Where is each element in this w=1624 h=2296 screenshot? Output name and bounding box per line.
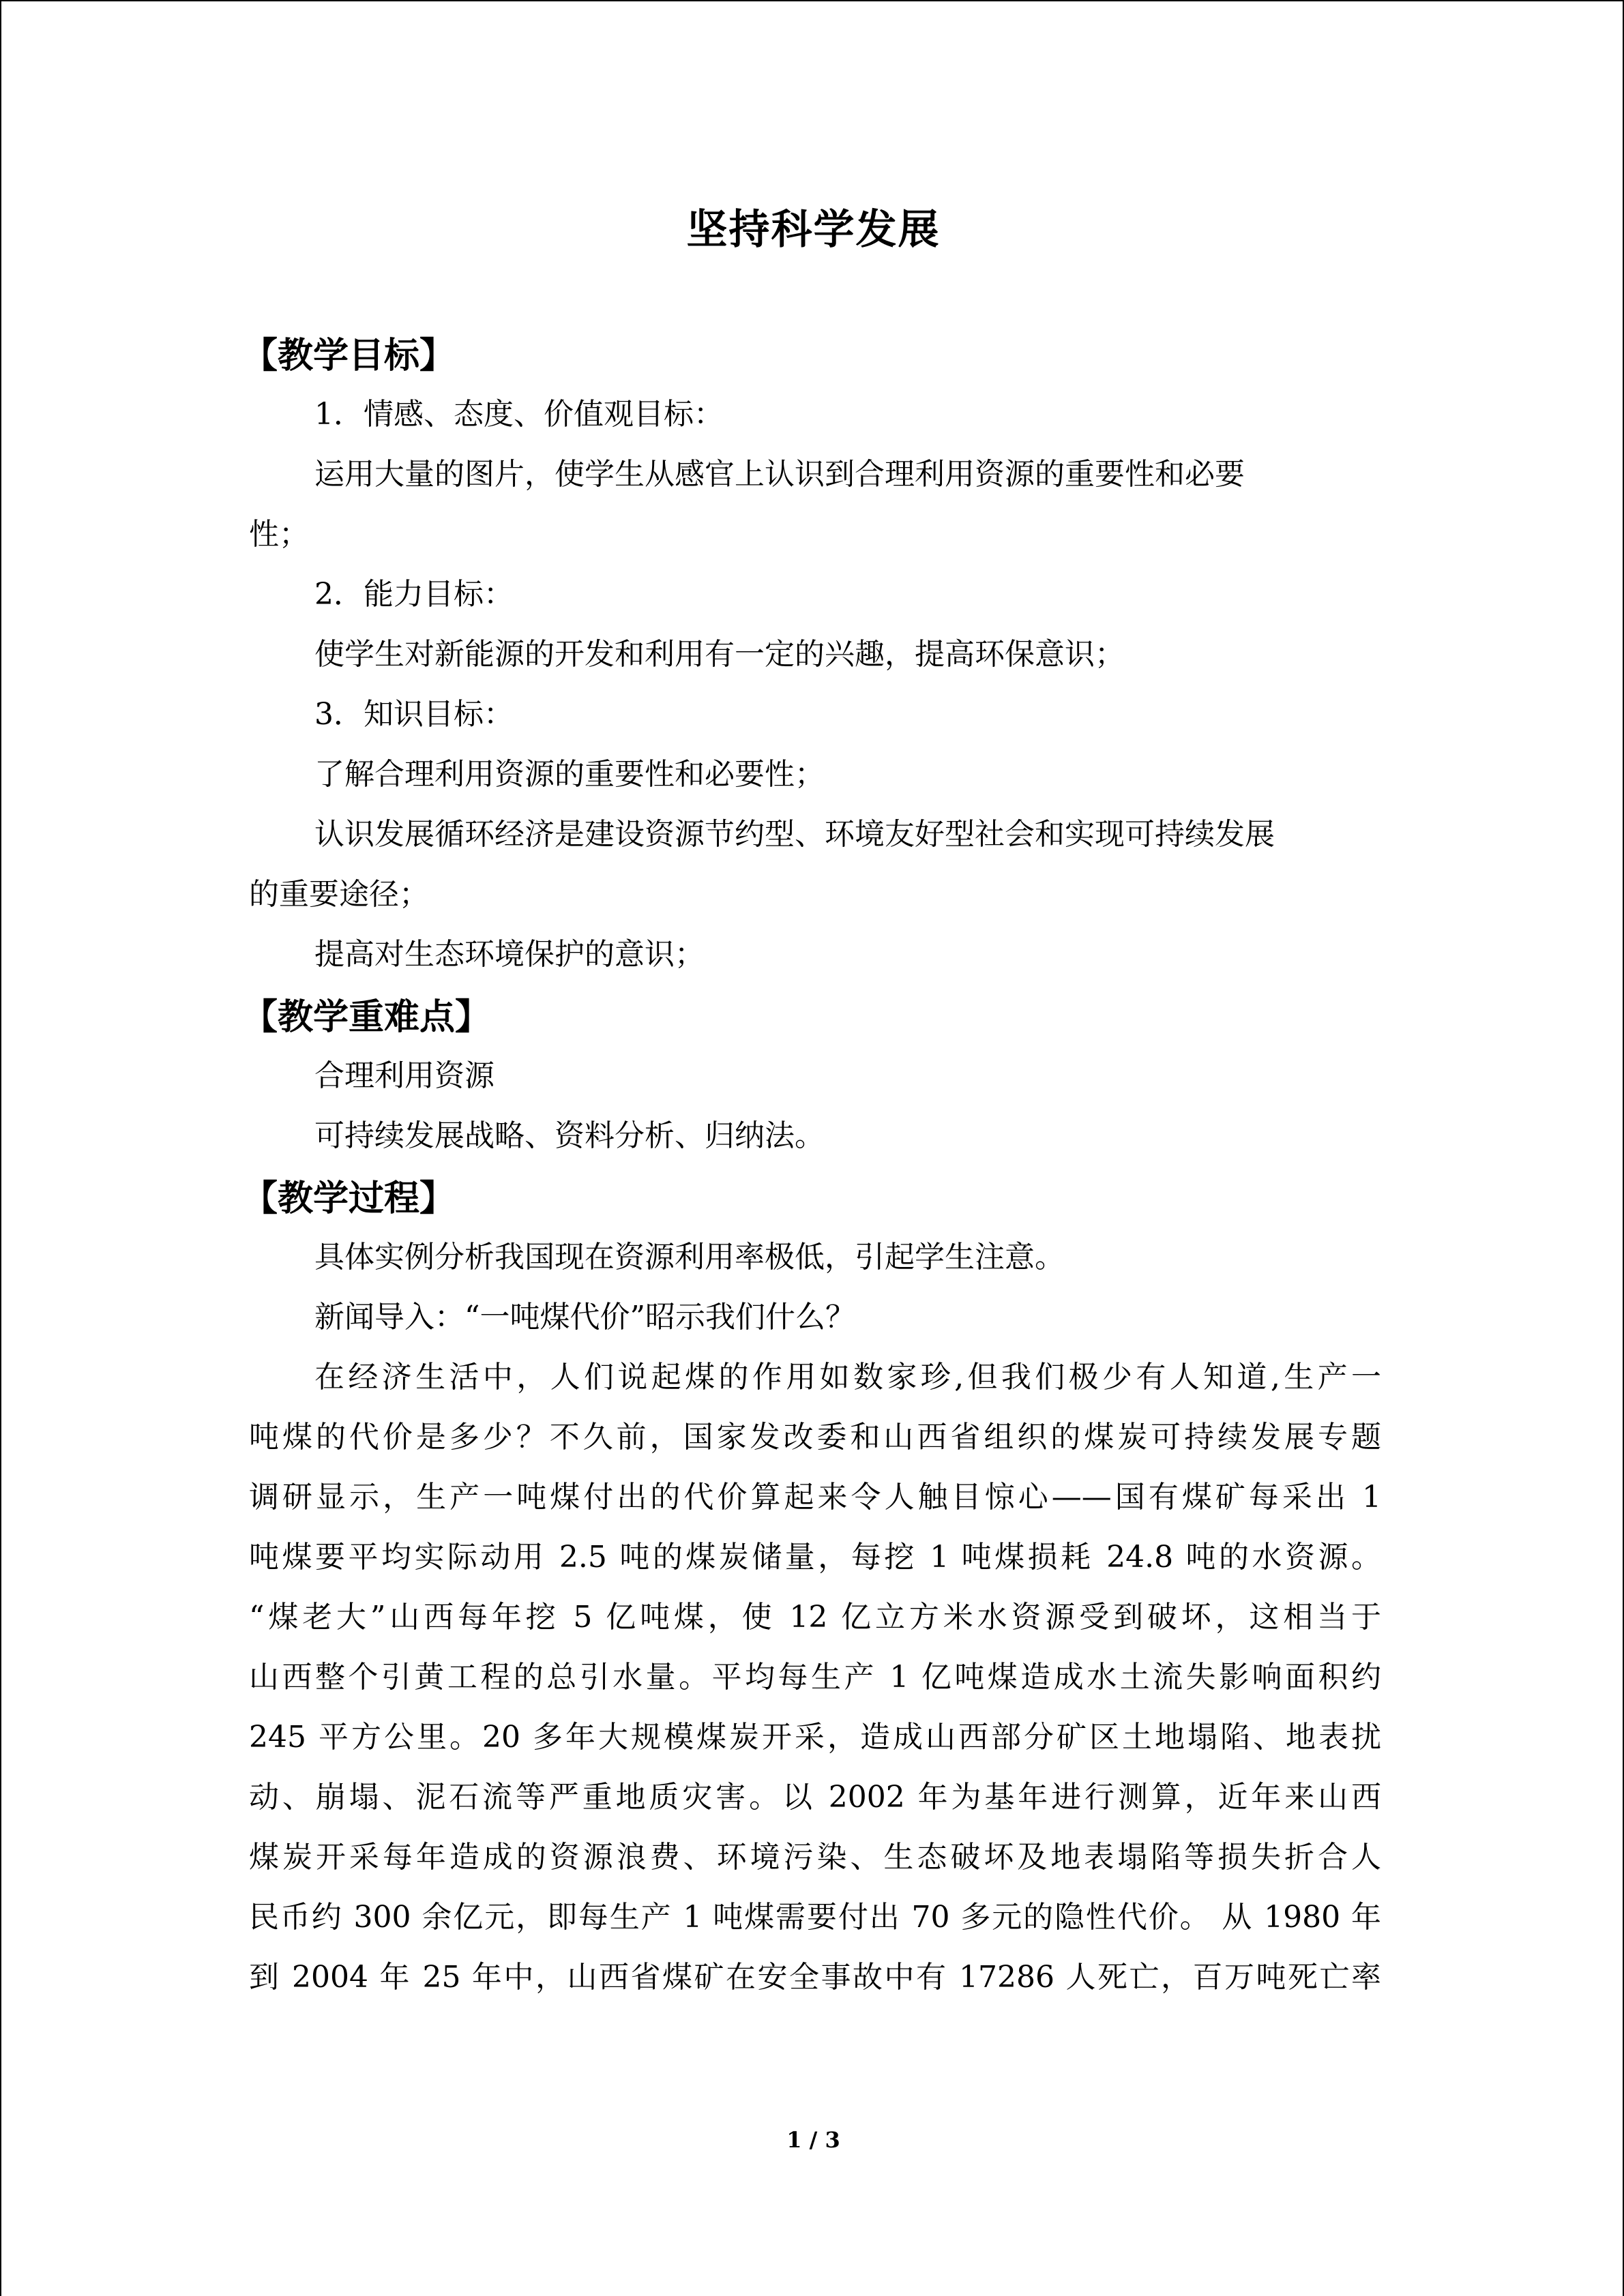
goal-item-3: 3．知识目标：	[314, 697, 514, 732]
paragraph-line: 吨煤要平均实际动用 2.5 吨的煤炭储量，每挖 1 吨煤损耗 24.8 吨的水资源。	[249, 1540, 1381, 1575]
section-heading-goals: 【教学目标】	[242, 335, 456, 376]
document-body	[242, 323, 1381, 2008]
paragraph-line: “煤老大”山西每年挖 5 亿吨煤，使 12 亿立方米水资源受到破坏，这相当于	[249, 1600, 1381, 1635]
page-title: 坚持科学发展	[686, 206, 941, 254]
paragraph-line: 动、崩塌、泥石流等严重地质灾害。以 2002 年为基年进行测算，近年来山西	[249, 1780, 1381, 1815]
goal-item-3-text-1: 了解合理利用资源的重要性和必要性；	[314, 757, 825, 792]
goal-item-3-text-2: 认识发展循环经济是建设资源节约型、环境友好型社会和实现可持续发展	[314, 817, 1275, 852]
paragraph-line: 到 2004 年 25 年中，山西省煤矿在安全事故中有 17286 人死亡，百万吨死亡率	[249, 1960, 1381, 1995]
paragraph-line: 山西整个引黄工程的总引水量。平均每生产 1 亿吨煤造成水土流失影响面积约	[249, 1660, 1381, 1695]
paragraph-line: 调研显示，生产一吨煤付出的代价算起来令人触目惊心——国有煤矿每采出 1	[249, 1480, 1381, 1515]
section-heading-process: 【教学过程】	[242, 1178, 456, 1219]
goal-item-3-text-2-cont: 的重要途径；	[249, 877, 429, 912]
section-heading-key-points: 【教学重难点】	[242, 996, 491, 1038]
page-number: 1 / 3	[786, 2127, 840, 2153]
paragraph-line: 245 平方公里。20 多年大规模煤炭开采，造成山西部分矿区土地塌陷、地表扰	[249, 1720, 1381, 1755]
paragraph-line: 吨煤的代价是多少？不久前，国家发改委和山西省组织的煤炭可持续发展专题	[249, 1420, 1381, 1455]
key-point-1: 合理利用资源	[314, 1058, 494, 1093]
process-line-2: 新闻导入：“一吨煤代价”昭示我们什么？	[314, 1300, 855, 1335]
key-point-2: 可持续发展战略、资料分析、归纳法。	[314, 1118, 825, 1153]
process-paragraph	[249, 1347, 1381, 2008]
paragraph-line: 在经济生活中，人们说起煤的作用如数家珍,但我们极少有人知道,生产一	[314, 1360, 1381, 1395]
goal-item-2-text: 使学生对新能源的开发和利用有一定的兴趣，提高环保意识；	[314, 637, 1125, 672]
goal-item-1: 1．情感、态度、价值观目标：	[314, 397, 724, 432]
goal-item-1-text-cont: 性；	[249, 517, 309, 552]
paragraph-line: 煤炭开采每年造成的资源浪费、环境污染、生态破坏及地表塌陷等损失折合人	[249, 1840, 1381, 1875]
paragraph-line: 民币约 300 余亿元，即每生产 1 吨煤需要付出 70 多元的隐性代价。 从 1980 年	[249, 1900, 1381, 1935]
goal-item-2: 2．能力目标：	[314, 577, 514, 612]
goal-item-3-text-3: 提高对生态环境保护的意识；	[314, 937, 705, 972]
process-line-1: 具体实例分析我国现在资源利用率极低，引起学生注意。	[314, 1240, 1065, 1274]
goal-item-1-text: 运用大量的图片，使学生从感官上认识到合理利用资源的重要性和必要	[314, 457, 1245, 492]
